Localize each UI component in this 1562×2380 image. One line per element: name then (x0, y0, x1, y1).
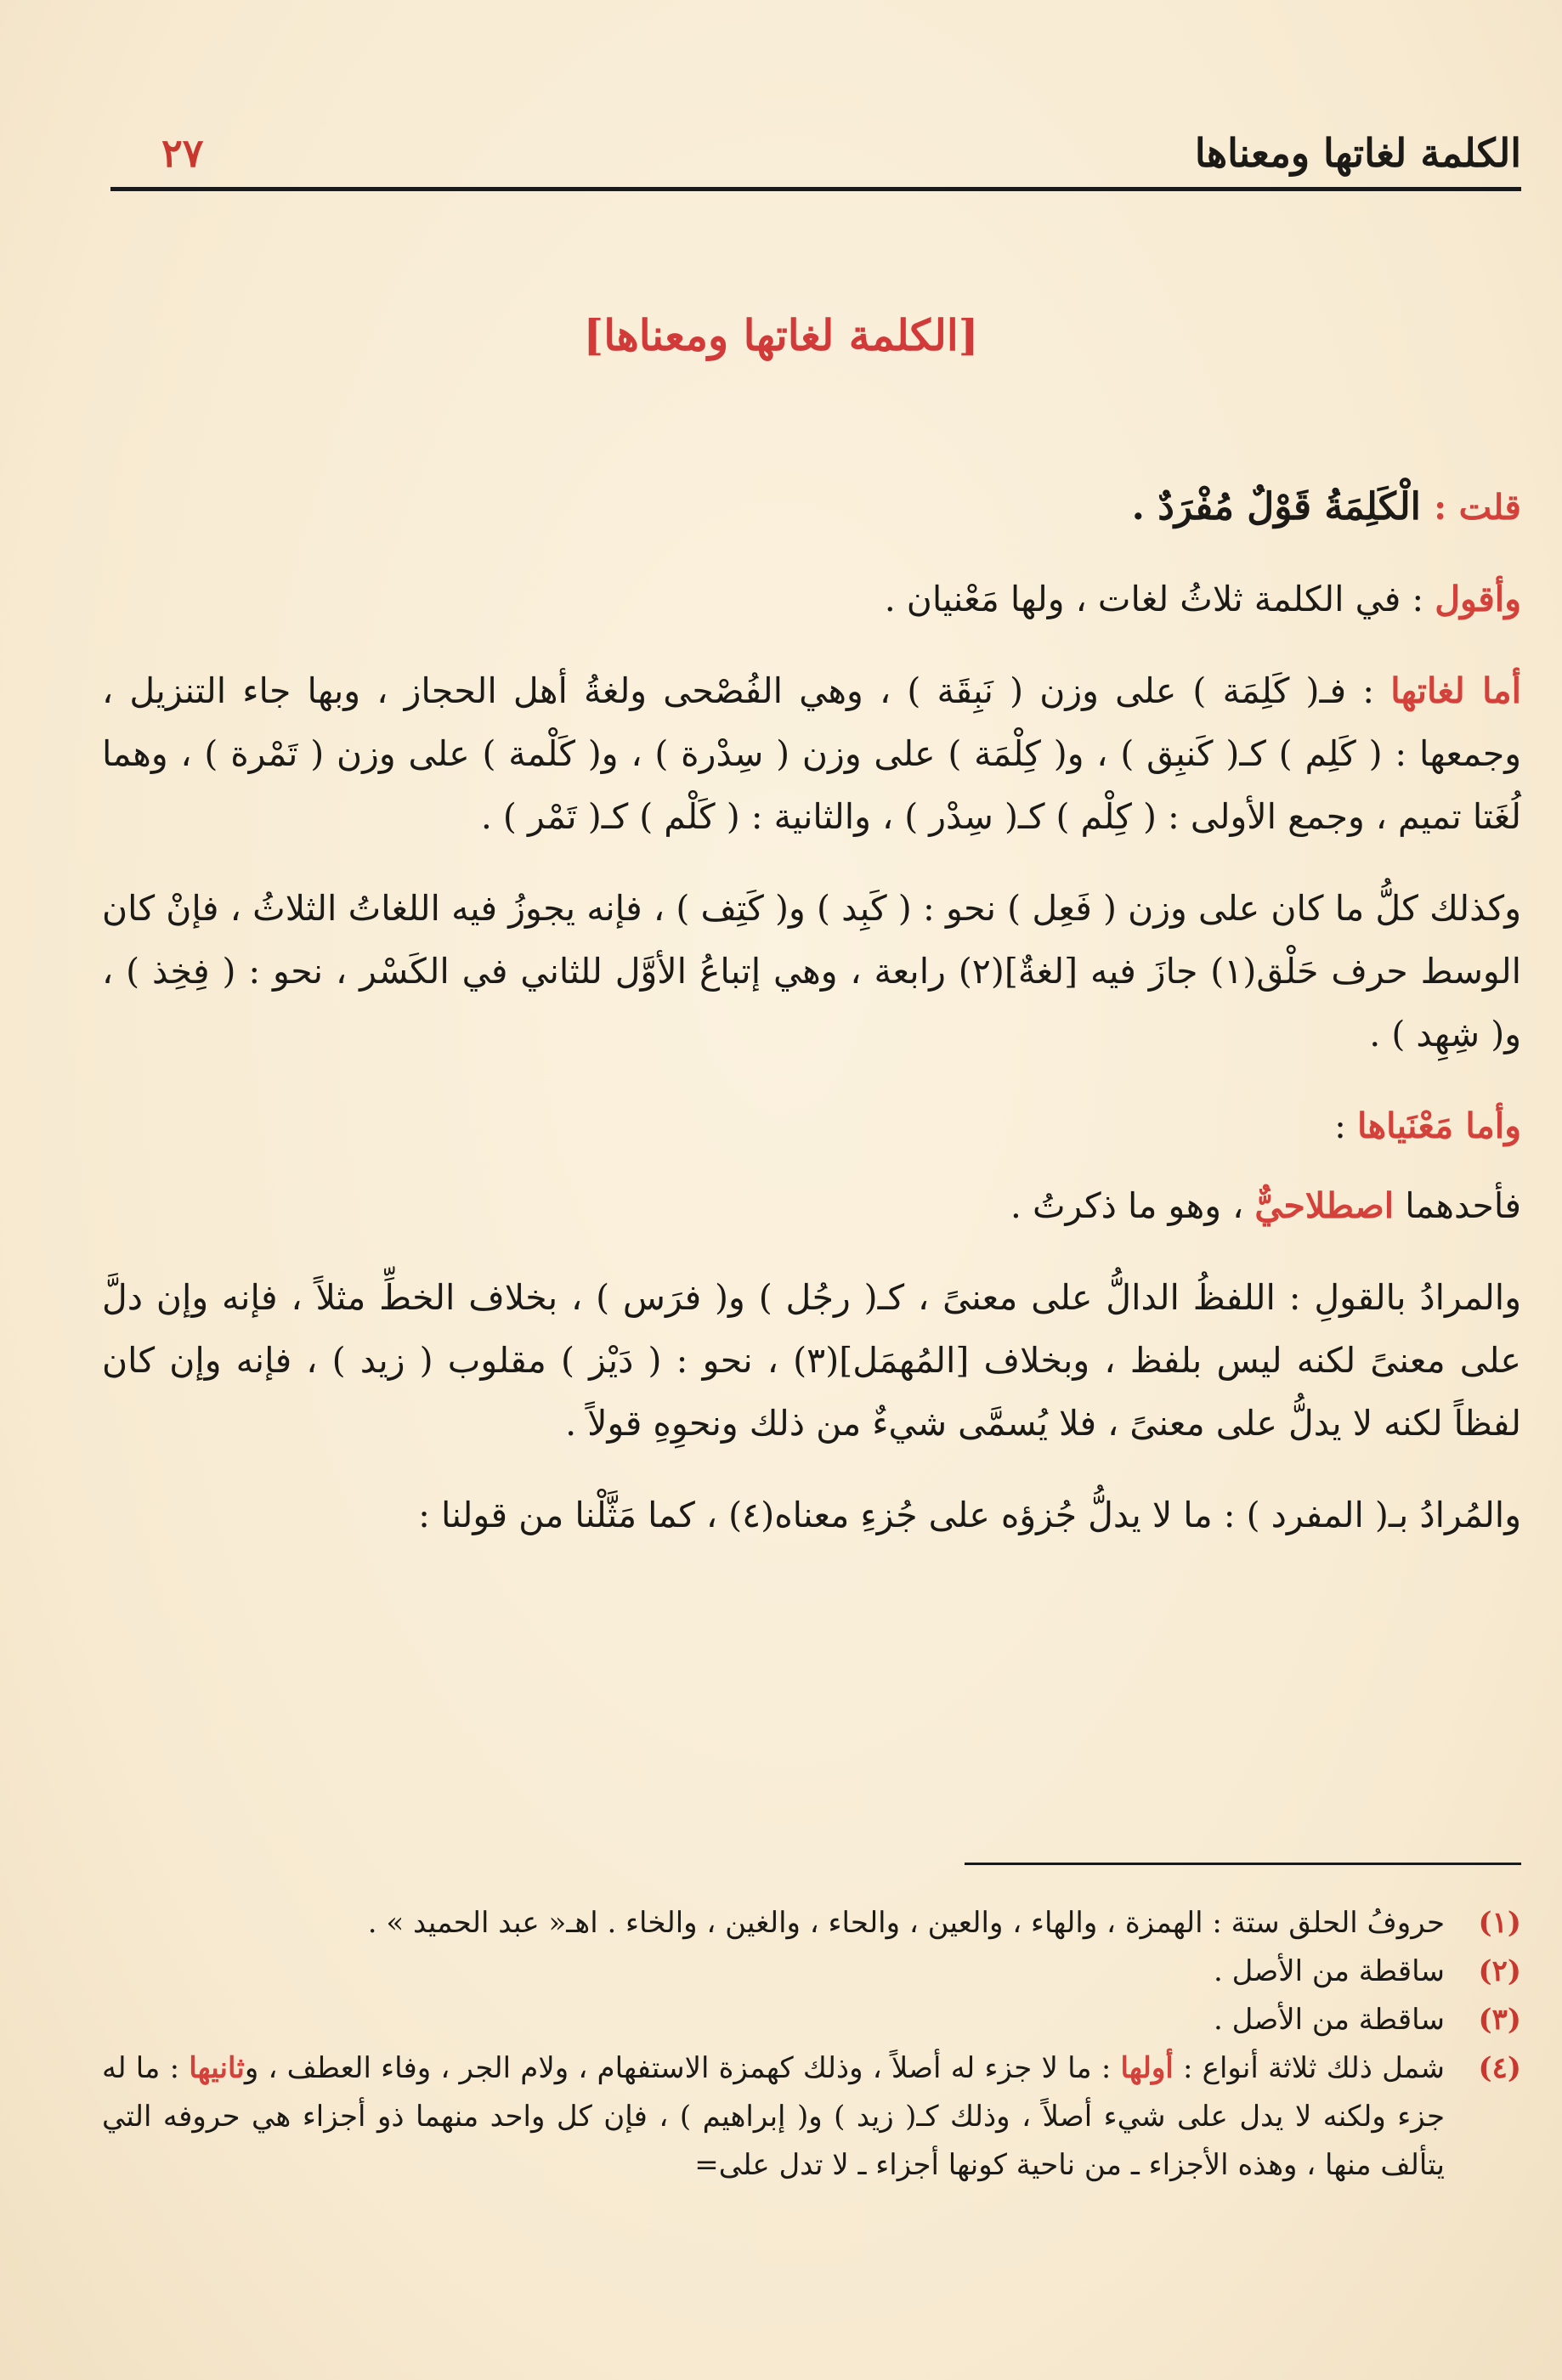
page-number: ٢٧ (161, 130, 204, 176)
footnote-text: حروفُ الحلق ستة : الهمزة ، والهاء ، والعين ، والحاء ، والغين ، والخاء . اهـ« عبد الحميد » . (367, 1906, 1445, 1940)
paragraph-lughat (102, 659, 1521, 848)
paragraph-qawl (102, 1266, 1521, 1455)
footnote-text (102, 2044, 1445, 2190)
footnote-rule (965, 1863, 1521, 1865)
header-rule (110, 187, 1521, 191)
fail-text: وكذلك كلُّ ما كان على وزن ( فَعِل ) نحو : ( كَبِد ) و( كَتِف ) ، فإنه يجوزُ فيه اللغاتُ الثلاثُ ، فإنْ كان الوسط حرف حَلْق(١) جازَ فيه [لغةٌ](٢) رابعة ، وهي إتباعُ الأوَّل للثاني في الكَسْر ، نحو : ( فِخِذ ) ، و( شِهِد ) . (102, 888, 1521, 1054)
footnote-1 (102, 1899, 1521, 1948)
paragraph-aqulu (102, 568, 1521, 630)
footnote-text: ساقطة من الأصل . (1214, 1954, 1445, 1988)
footnote-number: (٤) (1478, 2051, 1521, 2085)
verse-text: الْكَلِمَةُ قَوْلٌ مُفْرَدٌ . (1131, 485, 1435, 529)
label-qultu: قلت : (1434, 487, 1521, 528)
paragraph-istilahi (102, 1174, 1521, 1237)
lughat-text: : فـ( كَلِمَة ) على وزن ( نَبِقَة ) ، وهي الفُصْحى ولغةُ أهل الحجاز ، وبها جاء التنزيل ، وجمعها : ( كَلِم ) كـ( كَنبِق ) ، و( كِلْمَة ) على وزن ( سِدْرة ) ، و( كَلْمة ) على وزن ( تَمْرة ) ، وهما لُغَتا تميم ، وجمع الأولى : ( كِلْم ) كـ( سِدْر ) ، والثانية : ( كَلْم ) كـ( تَمْر ) . (102, 670, 1521, 837)
maanaha-text: : (1334, 1105, 1357, 1146)
footnote-2 (102, 1948, 1521, 1996)
label-maanaha: وأما مَعْنَياها (1356, 1105, 1521, 1146)
paragraph-mufrad (102, 1484, 1521, 1546)
section-heading: [الكلمة لغاتها ومعناها] (583, 310, 979, 360)
footnote-3 (102, 1996, 1521, 2044)
footnote-4-part-c: : ما له جزء ولكنه لا يدل على شيء أصلاً ، وذلك كـ( زيد ) و( إبراهيم ) ، فإن كل واحد منهما ذو أجزاء هي حروفه التي يتألف منها ، وهذه الأجزاء ـ من ناحية كونها أجزاء ـ لا تدل على= (102, 2051, 1445, 2182)
footnote-4-label-second: ثانيها (189, 2051, 245, 2085)
label-istilahi: اصطلاحيٌّ (1254, 1185, 1395, 1226)
main-text (102, 476, 1521, 1575)
istilahi-before: فأحدهما (1394, 1185, 1521, 1226)
footnote-number: (٣) (1478, 2003, 1521, 2037)
istilahi-after: ، وهو ما ذكرتُ . (1010, 1185, 1255, 1226)
label-aqulu: وأقول (1435, 579, 1521, 619)
qawl-text: والمرادُ بالقولِ : اللفظُ الدالُّ على معنىً ، كـ( رجُل ) و( فرَس ) ، بخلاف الخطِّ مثلاً ، فإنه وإن دلَّ على معنىً لكنه ليس بلفظ ، وبخلاف [المُهمَل](٣) ، نحو : ( دَيْز ) مقلوب ( زيد ) ، فإنه وإن كان لفظاً لكنه لا يدلُّ على معنىً ، فلا يُسمَّى شيءٌ من ذلك ونحوِهِ قولاً . (102, 1277, 1521, 1444)
paragraph-maanaha (102, 1094, 1521, 1157)
aqulu-text: : في الكلمة ثلاثُ لغات ، ولها مَعْنيان . (884, 579, 1435, 619)
footnote-4 (102, 2044, 1521, 2190)
running-header (110, 127, 1521, 178)
footnotes (102, 1899, 1521, 2190)
footnote-text: ساقطة من الأصل . (1214, 2003, 1445, 2037)
running-title: الكلمة لغاتها ومعناها (1194, 130, 1521, 176)
footnote-number: (١) (1478, 1906, 1521, 1940)
label-lughat: أما لغاتها (1390, 670, 1521, 711)
mufrad-text: والمُرادُ بـ( المفرد ) : ما لا يدلُّ جُزؤه على جُزءِ معناه(٤) ، كما مَثَّلْنا من قولنا : (418, 1495, 1521, 1535)
footnote-number: (٢) (1478, 1954, 1521, 1988)
paragraph-fail (102, 877, 1521, 1066)
footnote-4-label-first: أولها (1120, 2051, 1174, 2085)
footnote-4-part-a: شمل ذلك ثلاثة أنواع : (1173, 2051, 1445, 2085)
paragraph-qultu (102, 476, 1521, 539)
footnote-4-part-b: : ما لا جزء له أصلاً ، وذلك كهمزة الاستفهام ، ولام الجر ، وفاء العطف ، و (244, 2051, 1121, 2085)
